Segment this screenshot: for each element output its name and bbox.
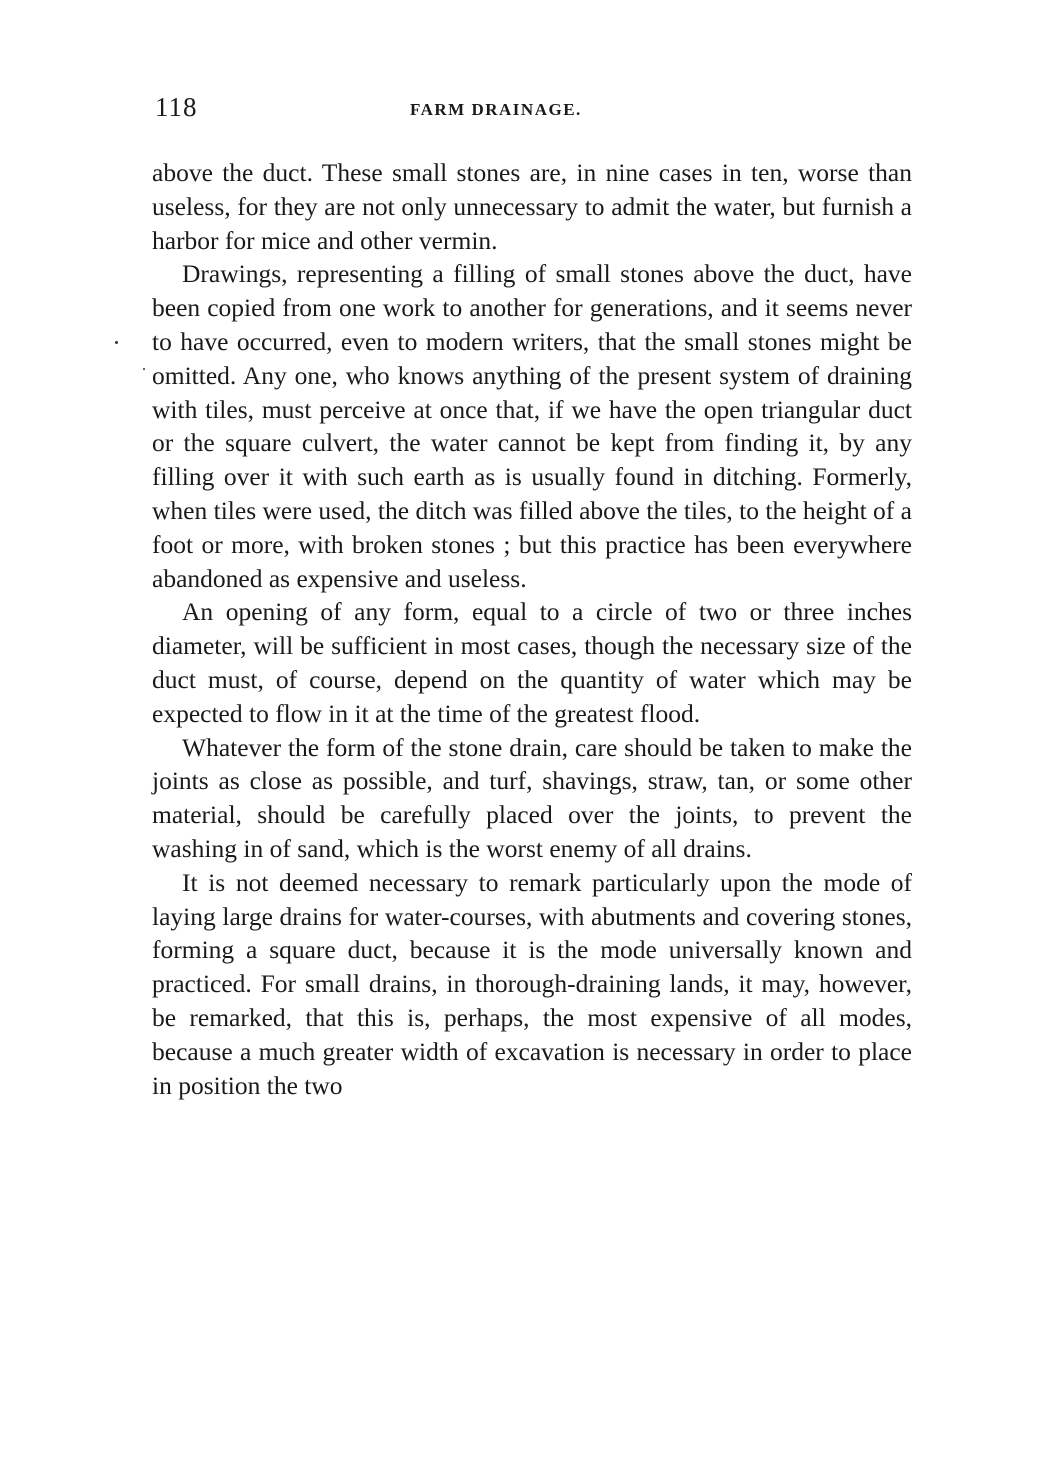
paragraph-large-drains: It is not deemed necessary to remark particularly upon the mode of laying large drains for water-courses, with abutments and covering stones, forming a square duct, because it is the mode universally known and practiced. For small drains, in thorough-draining lands, it may, however, be remarked, that this is, perhaps, the most expensive of all modes, because a much greater width of excavation is necessary in order to place in position the two xyxy=(152,867,912,1100)
paragraph-continuation: above the duct. These small stones are, in nine cases in ten, worse than useless, for they are not only unnecessary to admit the water, but furnish a harbor for mice and other vermin. xyxy=(152,158,912,255)
paragraph-drawings: Drawings, representing a filling of small stones above the duct, have been copied from one work to another for generations, and it seems never to have occurred, even to modern writers, that the small stones might be omitted. Any one, who knows anything of the present system of draining with tiles, must perceive at once that, if we have the open triangular duct or the square culvert, the water cannot be kept from finding it, by any filling over it with such earth as is usually found in ditching. Formerly, when tiles were used, the ditch was filled above the tiles, to the height of a foot or more, with broken stones ; but this practice has been everywhere abandoned as expensive and useless. xyxy=(152,259,912,593)
body-text xyxy=(152,156,912,1102)
running-head: FARM DRAINAGE. xyxy=(410,100,582,119)
page-header xyxy=(155,92,915,132)
stray-ink-mark xyxy=(143,368,145,370)
paragraph-stone-drain: Whatever the form of the stone drain, care should be taken to make the joints as close as possible, and turf, shavings, straw, tan, or some other material, should be carefully placed over the joints, to prevent the washing in of sand, which is the worst enemy of all drains. xyxy=(152,732,912,863)
paragraph-opening: An opening of any form, equal to a circle of two or three inches diameter, will be sufficient in most cases, though the necessary size of the duct must, of course, depend on the quantity of water which may be expected to flow in it at the time of the greatest flood. xyxy=(152,597,912,728)
page-number: 118 xyxy=(155,92,198,122)
stray-ink-mark xyxy=(115,341,118,344)
